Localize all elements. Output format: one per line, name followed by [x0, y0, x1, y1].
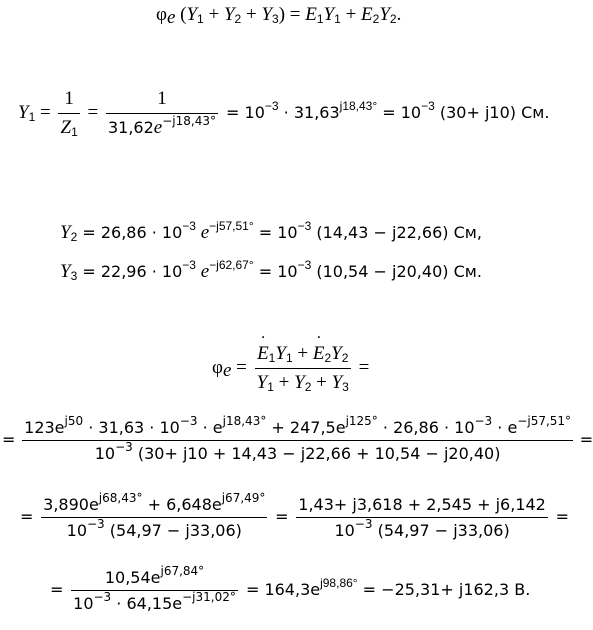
- equation-y1: $Y_1$ = $\frac{1}{Z_1}$ = $\frac{1}{31,62e^{-j18,43^\circ}}$ = $10^{-3} \cdot 31,63^{j18,43^\circ} = 10^{-3}$ (30+ j10) См.: [18, 88, 550, 139]
- equation-y3: $Y_3 = 22,96 \cdot 10^{-3}$ $e^{-j62,67^\circ} = 10^{-3}$ (10,54 − j20,40) См.: [60, 258, 482, 283]
- fraction-final: $\frac{10,54e^{j67,84^\circ}}{10^{-3} \cdot 64,15e^{-j31,02^\circ}}$: [73, 564, 236, 613]
- fraction-exponential-sum: $\frac{3,890e^{j68,43^\circ} + 6,648e^{j67,49^\circ}}{10^{-3} (54,97 - j33,06)}$: [43, 491, 266, 540]
- fraction-algebraic-sum: $\frac{1,43+ j3,618 + 2,545 + j6,142}{10^{-3} (54,97 - j33,06)}$: [298, 495, 546, 540]
- fraction-1-over-impedance: $\frac{1}{31,62e^{-j18,43^\circ}}$: [107, 88, 216, 138]
- equation-potential-node: $\varphi_e$ $(Y_1 + Y_2 + Y_3)$ = ˙ $E_1Y_1$ + ˙ $E_2Y_2$.: [156, 4, 401, 26]
- equation-potential-formula: $\varphi_e$ = ˙ $\frac{E_1Y_1 + ˙ E_2Y_2}{Y_1 + Y_2 + Y_3}$ =: [212, 343, 369, 394]
- fraction-currents-over-admittances: ˙ $\frac{E_1Y_1 + ˙ E_2Y_2}{Y_1 + Y_2 + Y_3}$: [255, 343, 351, 394]
- equation-simplification: = $\frac{3,890e^{j68,43^\circ} + 6,648e^{j67,49^\circ}}{10^{-3} (54,97 - j33,06)}$ = $\frac{1,43+ j3,618 + 2,545 + j6,142}{10^{-3} (54,97 - j33,06)}$ =: [20, 491, 569, 540]
- equation-result: = $\frac{10,54e^{j67,84^\circ}}{10^{-3} \cdot 64,15e^{-j31,02^\circ}}$ = $164,3e^{j98,86^\circ} = -25,31+ j162,3$ В.: [50, 564, 531, 613]
- equation-substitution: = $123e^{j50} \cdot 31,63 \cdot 10^{-3} \cdot e^{j18,43^\circ} + 247,5e^{j125^\circ} \cdot 26,86 \cdot 10^{-3} \cdot e^{-j57,51^\circ}$ $10^{-3}$ (30+ j10 + 14,43 − j22,66 + 10,54 − j20,40) =: [2, 414, 593, 463]
- fraction-1-over-z1: $\frac{1}{Z_1}$: [60, 88, 78, 139]
- equation-y2: $Y_2 = 26,86 \cdot 10^{-3}$ $e^{-j57,51^\circ} = 10^{-3}$ (14,43 − j22,66) См,: [60, 219, 482, 244]
- fraction-substitution: $123e^{j50} \cdot 31,63 \cdot 10^{-3} \cdot e^{j18,43^\circ} + 247,5e^{j125^\circ} \cdot 26,86 \cdot 10^{-3} \cdot e^{-j57,51^\circ}$ $10^{-3}$ (30+ j10 + 14,43 − j22,66 + 10,54 − j20,40): [24, 414, 572, 463]
